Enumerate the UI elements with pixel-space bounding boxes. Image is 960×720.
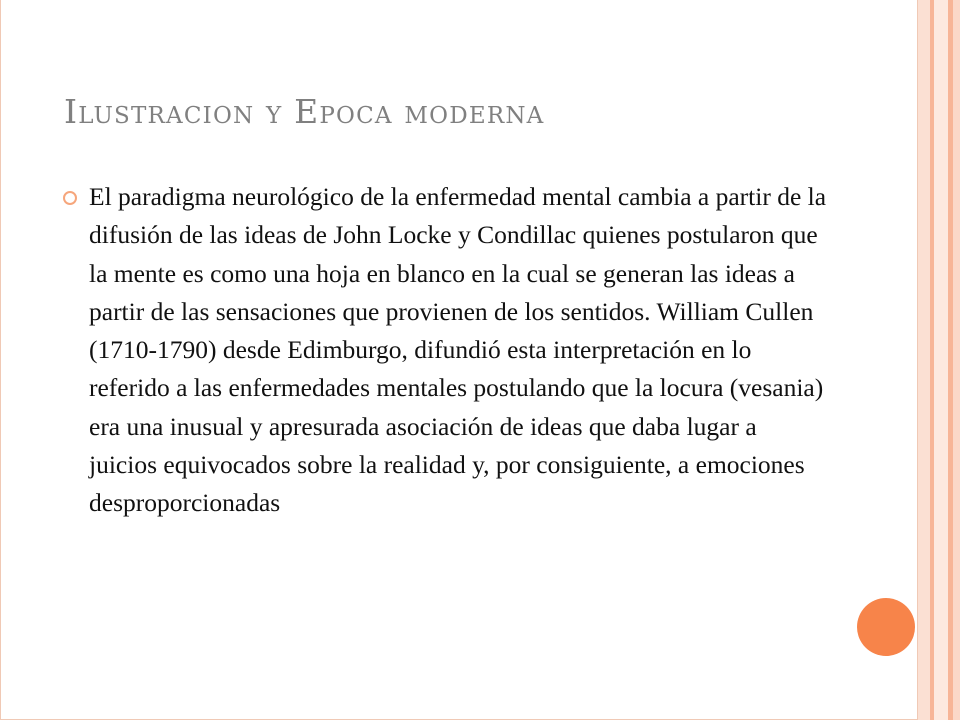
bullet-item [61,178,851,523]
stripe [953,0,960,720]
bullet-ring-icon [63,191,77,205]
stripe [918,0,930,720]
decorative-circle [857,598,915,656]
bullet-list [61,178,851,523]
bullet-text: El paradigma neurológico de la enfermedad mental cambia a partir de la difusión de las ideas de John Locke y Condillac quienes postularon que la mente es como una hoja en blanco en la cual se generan las ideas a partir de las sensaciones que provienen de los sentidos. William Cullen (1710-1790) desde Edimburgo, difundió esta interpretación en lo referido a las enfermedades mentales postulando que la locura (vesania) era una inusual y apresurada asociación de ideas que daba lugar a juicios equivocados sobre la realidad y, por consiguiente, a emociones desproporcionadas [89,182,827,518]
slide-title: Ilustracion y Epoca moderna [64,92,545,131]
decorative-side-stripes [918,0,960,720]
stripe [934,0,948,720]
